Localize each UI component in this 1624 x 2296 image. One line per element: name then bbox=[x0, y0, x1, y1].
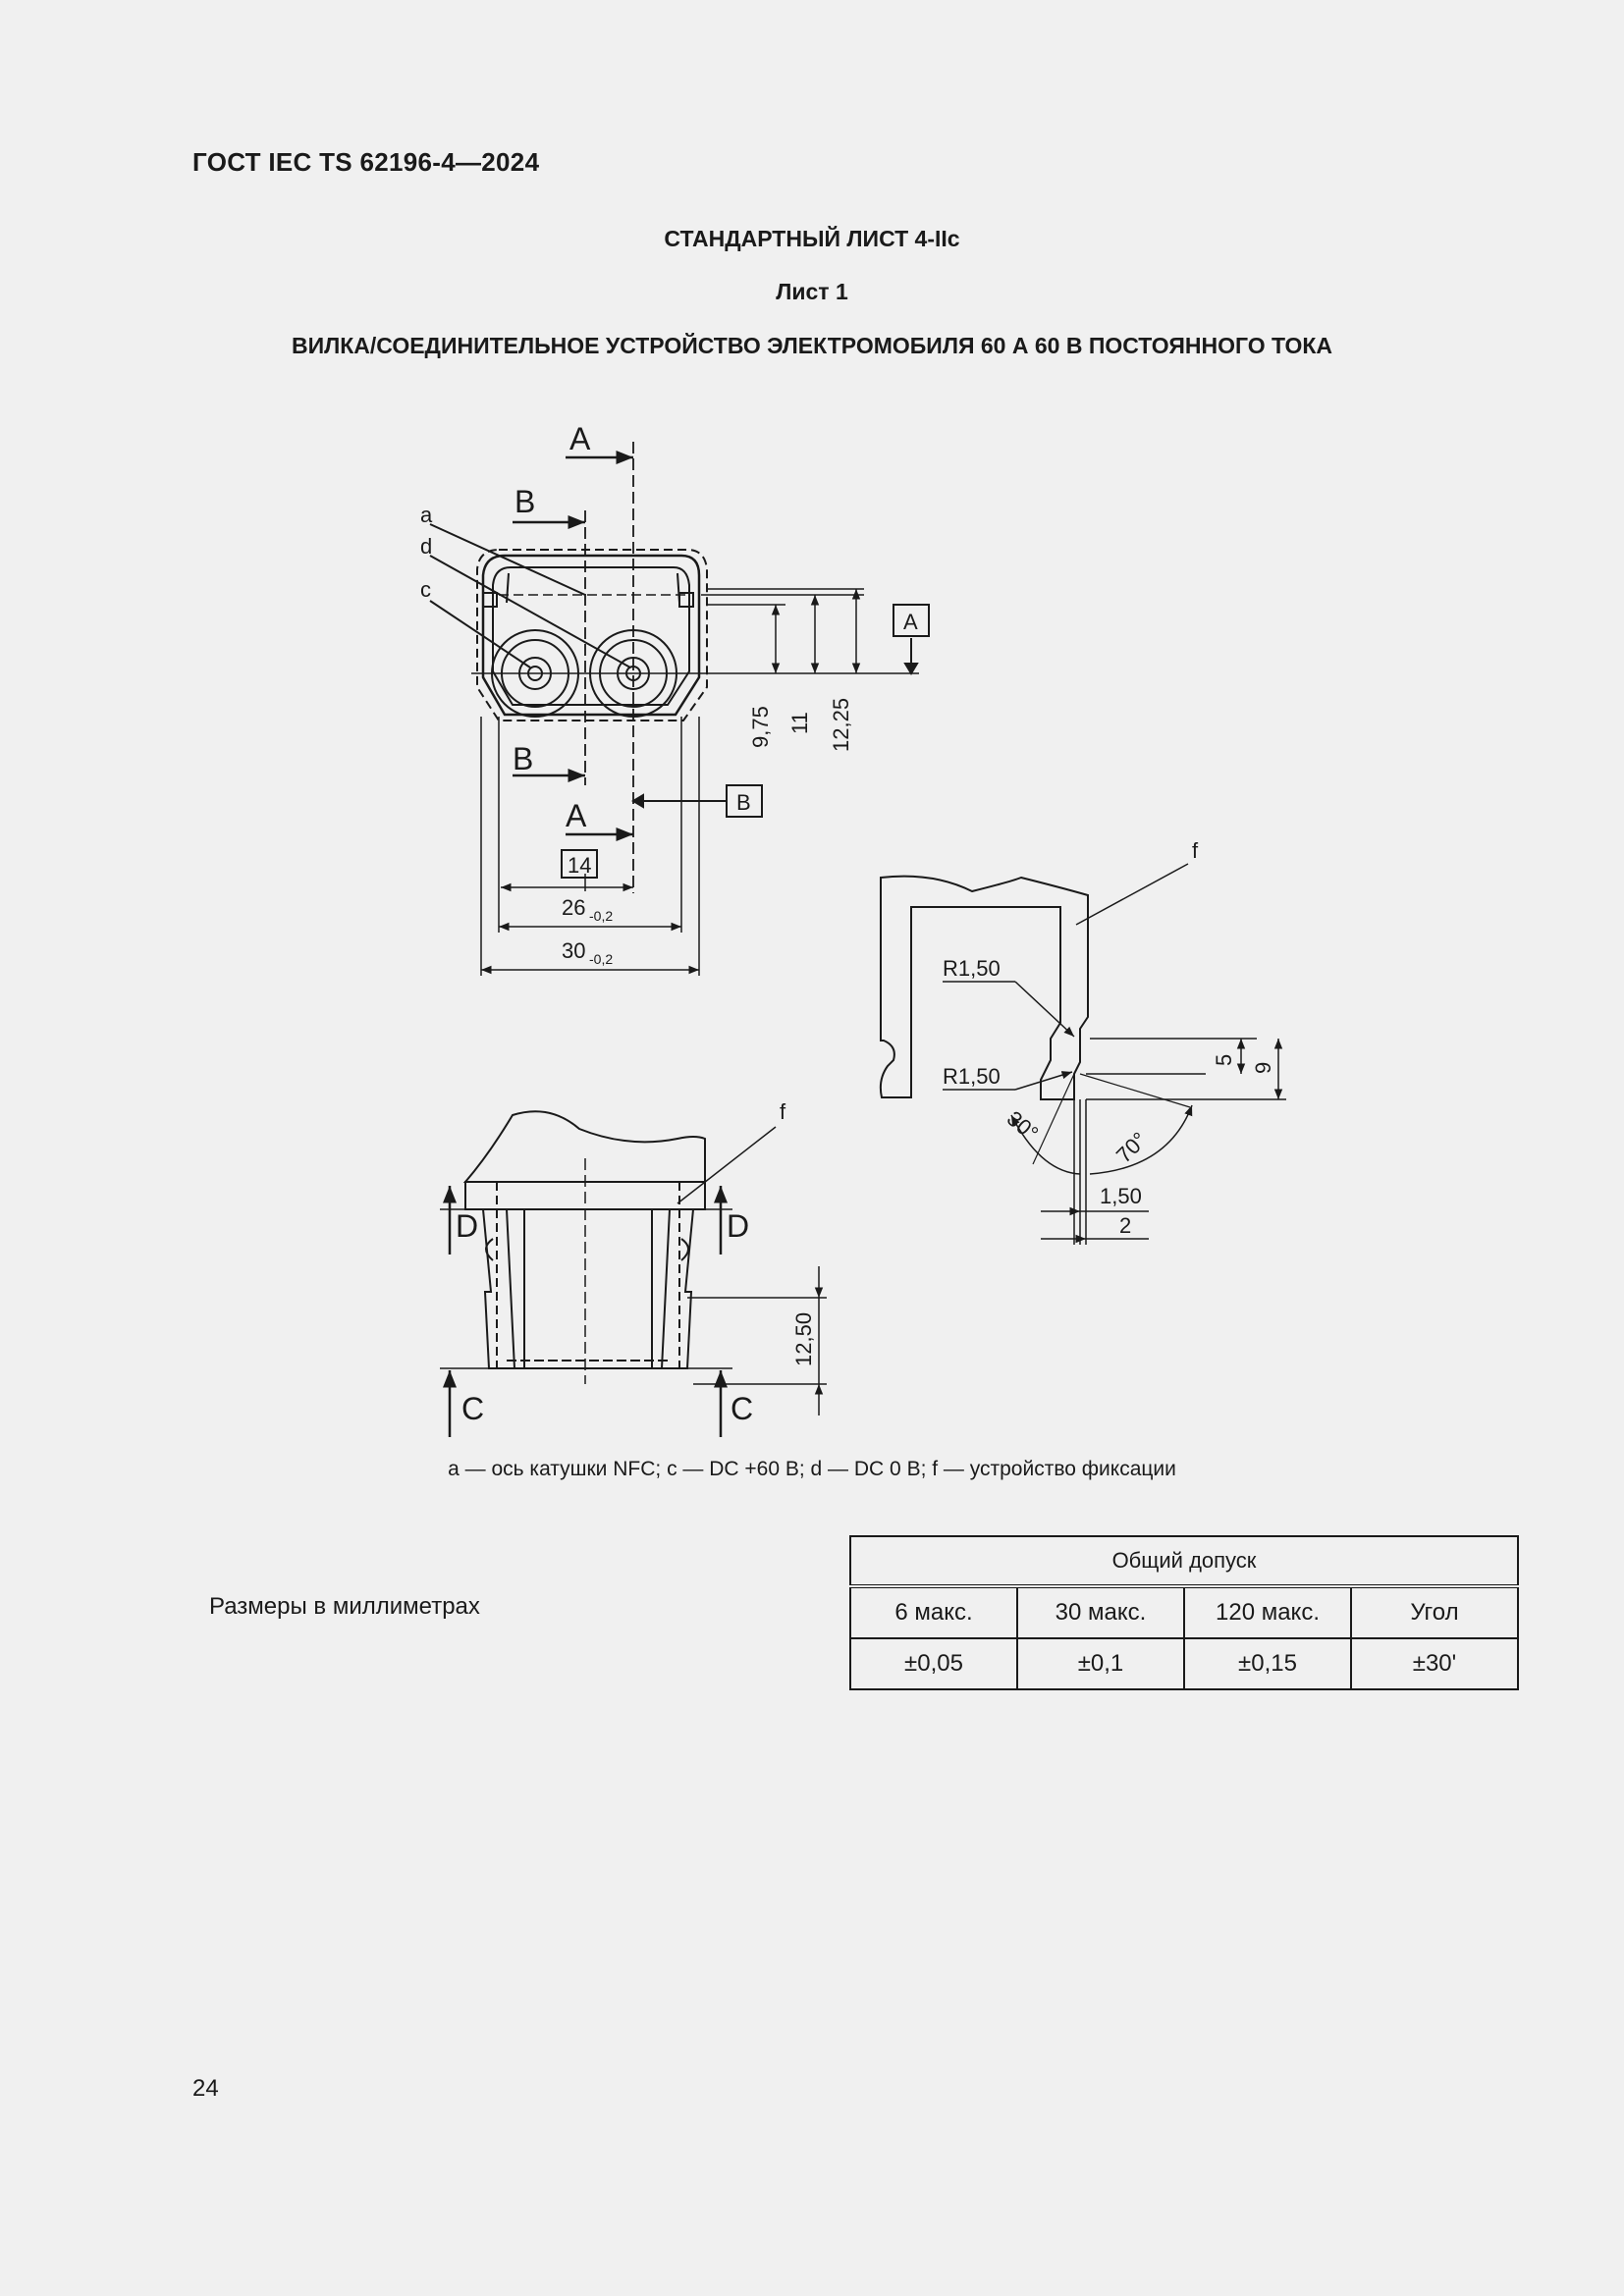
document-id: ГОСТ IEC TS 62196-4—2024 bbox=[192, 147, 540, 177]
dim-radius-upper: R1,50 bbox=[943, 956, 1001, 981]
callout-a: a bbox=[420, 503, 433, 527]
dim-26-tolerance: -0,2 bbox=[589, 908, 614, 924]
callout-f-detail: f bbox=[1192, 838, 1199, 863]
tolerance-table-title: Общий допуск bbox=[850, 1536, 1518, 1586]
section-label-c-right: C bbox=[731, 1391, 754, 1426]
dim-radius-lower: R1,50 bbox=[943, 1064, 1001, 1089]
dim-2: 2 bbox=[1119, 1213, 1132, 1238]
page-title: Лист 1 bbox=[776, 279, 848, 304]
side-section-view bbox=[440, 1111, 827, 1437]
callout-f-side: f bbox=[780, 1099, 786, 1124]
dimensions-note: Размеры в миллиметрах bbox=[209, 1593, 480, 1620]
dim-26: 26 bbox=[562, 895, 586, 920]
datum-a-label: A bbox=[903, 610, 918, 634]
section-label-d-right: D bbox=[727, 1208, 750, 1244]
page-number: 24 bbox=[192, 2075, 219, 2102]
drawing-legend: a — ось катушки NFC; c — DC +60 В; d — DC 0 В; f — устройство фиксации bbox=[448, 1458, 1176, 1480]
tolerance-value-cell: ±0,1 bbox=[1017, 1638, 1184, 1689]
dim-5: 5 bbox=[1212, 1053, 1236, 1066]
main-title: ВИЛКА/СОЕДИНИТЕЛЬНОЕ УСТРОЙСТВО ЭЛЕКТРОМОБИЛЯ 60 А 60 В ПОСТОЯННОГО ТОКА bbox=[291, 333, 1333, 358]
dim-11: 11 bbox=[787, 712, 812, 734]
tolerance-value-cell: ±0,15 bbox=[1184, 1638, 1351, 1689]
dim-30: 30 bbox=[562, 938, 586, 963]
dim-1-50: 1,50 bbox=[1100, 1184, 1142, 1208]
tolerance-header-cell: 120 макс. bbox=[1184, 1586, 1351, 1638]
tolerance-value-cell: ±0,05 bbox=[850, 1638, 1017, 1689]
dim-9-75: 9,75 bbox=[748, 706, 773, 748]
dim-9: 9 bbox=[1251, 1061, 1275, 1074]
section-label-c-left: C bbox=[461, 1391, 485, 1426]
tolerance-header-cell: 6 макс. bbox=[850, 1586, 1017, 1638]
callout-c: c bbox=[420, 577, 431, 602]
tolerance-value-cell: ±30' bbox=[1351, 1638, 1518, 1689]
front-view bbox=[430, 442, 929, 976]
section-label-a-bottom: A bbox=[566, 798, 587, 833]
section-label-a-top: A bbox=[569, 421, 591, 456]
dim-14: 14 bbox=[568, 853, 592, 878]
section-label-b-top: B bbox=[514, 484, 536, 519]
sheet-title: СТАНДАРТНЫЙ ЛИСТ 4-IIc bbox=[664, 226, 960, 251]
tolerance-table bbox=[849, 1535, 1519, 1690]
tolerance-header-cell: Угол bbox=[1351, 1586, 1518, 1638]
dim-30-tolerance: -0,2 bbox=[589, 951, 614, 967]
angle-70: 70° bbox=[1110, 1127, 1153, 1168]
datum-b-label: B bbox=[736, 790, 751, 815]
tolerance-header-cell: 30 макс. bbox=[1017, 1586, 1184, 1638]
callout-d: d bbox=[420, 534, 433, 559]
dim-12-25: 12,25 bbox=[829, 697, 853, 752]
section-label-d-left: D bbox=[456, 1208, 479, 1244]
section-label-b-bottom: B bbox=[513, 741, 534, 776]
dim-12-50: 12,50 bbox=[791, 1311, 816, 1366]
angle-30: 30° bbox=[1001, 1105, 1044, 1147]
